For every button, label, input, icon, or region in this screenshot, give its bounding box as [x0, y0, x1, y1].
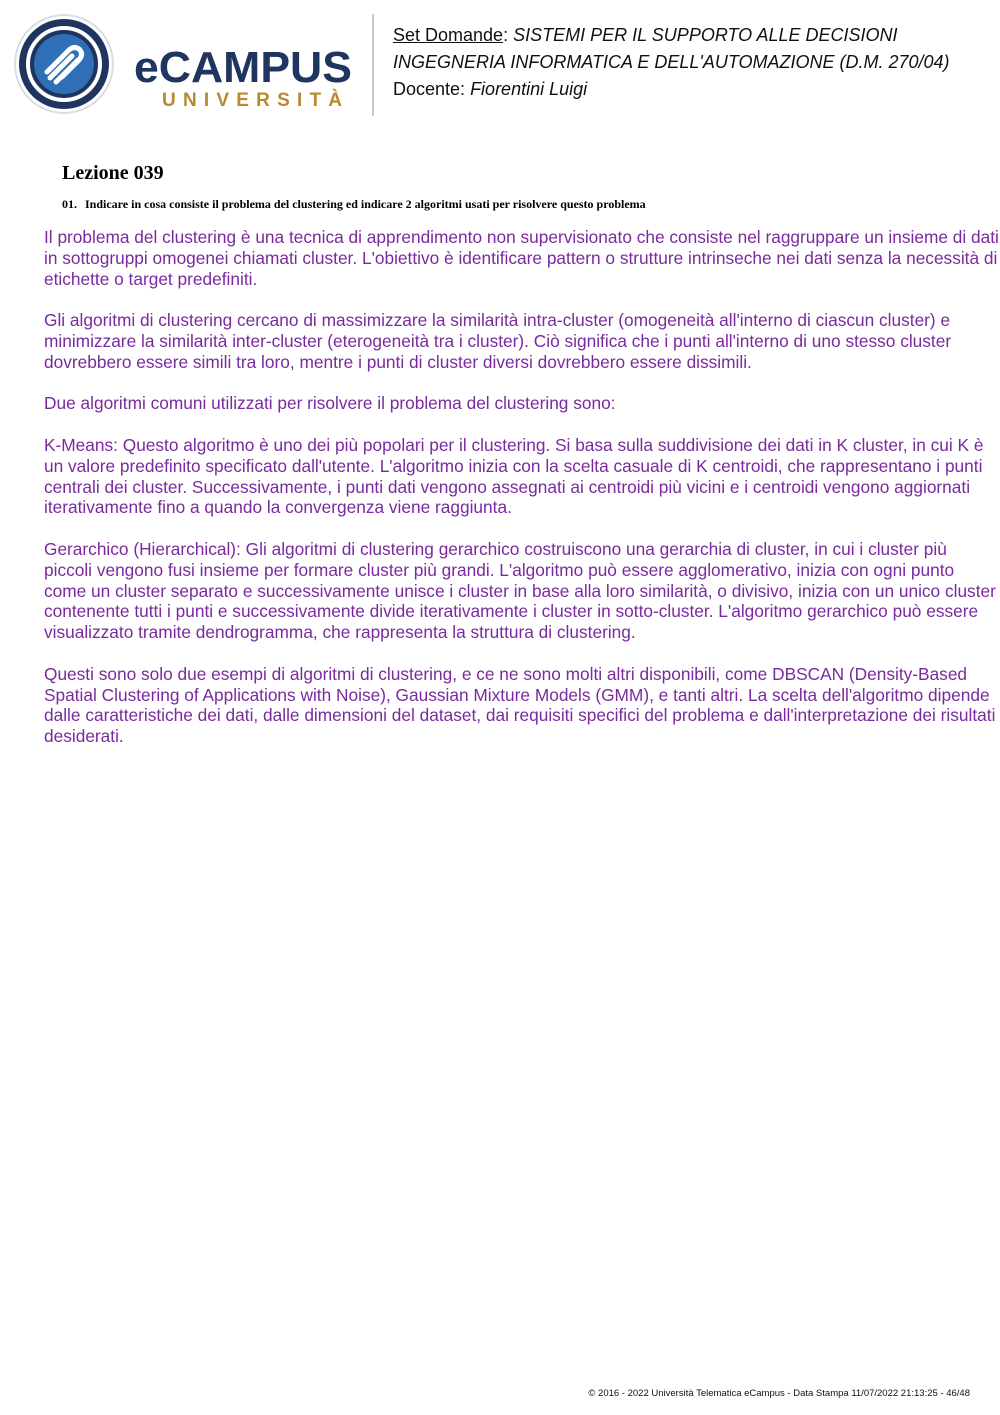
course-title-line: Set Domande: SISTEMI PER IL SUPPORTO ALLE DECISIONI — [393, 25, 898, 45]
page-footer: © 2016 - 2022 Università Telematica eCampus - Data Stampa 11/07/2022 21:13:25 - 46/48 — [588, 1388, 970, 1399]
course-info — [393, 22, 993, 103]
question — [62, 197, 962, 212]
logo-emblem-icon — [15, 15, 113, 113]
answer-text — [44, 227, 999, 768]
header-divider — [372, 14, 374, 116]
page-header — [0, 0, 1000, 130]
course-title: SISTEMI PER IL SUPPORTO ALLE DECISIONI — [513, 25, 898, 45]
program-name: INGEGNERIA INFORMATICA E DELL'AUTOMAZIONE (D.M. 270/04) — [393, 52, 950, 72]
set-label: Set Domande — [393, 25, 504, 45]
answer-paragraph: Il problema del clustering è una tecnica di apprendimento non supervisionato che consiste nel raggruppare un insieme di dati in sottogruppi omogenei chiamati cluster. L'obiettivo è identificare pattern o strutture intrinseche nei dati senza la necessità di etichette o target predefiniti. — [44, 227, 999, 289]
question-number: 01. — [62, 197, 77, 211]
teacher-line — [393, 76, 993, 103]
teacher-label: Docente: — [393, 79, 466, 99]
answer-paragraph: K-Means: Questo algoritmo è uno dei più popolari per il clustering. Si basa sulla suddivisione dei dati in K cluster, in cui K è un valore predefinito specificato dall'utente. L'algoritmo inizia con la scelta casuale di K centroidi, che rappresentano i punti centrali dei cluster. Successivamente, i punti dati vengono assegnati ai centroidi più vicini e i centroidi vengono aggiornati iterativamente fino a quando la convergenza viene raggiunta. — [44, 434, 984, 518]
logo-brand-text: eCAMPUS — [134, 43, 352, 92]
logo-sub-text: UNIVERSITÀ — [162, 90, 342, 111]
answer-paragraph: Due algoritmi comuni utilizzati per risolvere il problema del clustering sono: — [44, 393, 616, 414]
answer-paragraph: Gli algoritmi di clustering cercano di massimizzare la similarità intra-cluster (omogeneità all'interno di ciascun cluster) e minimizzare la similarità inter-cluster (eterogeneità tra i cluster). Ciò significa che i punti all'interno di uno stesso cluster dovrebbero essere simili tra loro, mentre i punti di cluster diversi dovrebbero essere dissimili. — [44, 310, 952, 372]
answer-paragraph: Questi sono solo due esempi di algoritmi di clustering, e ce ne sono molti altri disponibili, come DBSCAN (Density-Based Spatial Clustering of Applications with Noise), Gaussian Mixture Models (GMM), e tanti altri. La scelta dell'algoritmo dipende dalle caratteristiche dei dati, dalle dimensioni del dataset, dai requisiti specifici del problema e dall'interpretazione dei risultati desiderati. — [44, 663, 996, 747]
answer-paragraph: Gerarchico (Hierarchical): Gli algoritmi di clustering gerarchico costruiscono una gerarchia di cluster, in cui i cluster più piccoli vengono fusi insieme per formare cluster più grandi. L'algoritmo può essere agglomerativo, inizia con ogni punto come un cluster separato e successivamente unisce i cluster in base alla loro similarità, o divisivo, inizia con un unico cluster contenente tutti i punti e successivamente divide iterativamente i cluster in sotto-cluster. L'algoritmo gerarchico può essere visualizzato tramite dendrogramma, che rappresenta la struttura di clustering. — [44, 538, 996, 643]
question-text: Indicare in cosa consiste il problema del clustering ed indicare 2 algoritmi usati per risolvere questo problema — [85, 197, 646, 211]
ecampus-logo — [14, 14, 374, 118]
teacher-name: Fiorentini Luigi — [470, 79, 588, 99]
lesson-title: Lezione 039 — [62, 162, 164, 184]
